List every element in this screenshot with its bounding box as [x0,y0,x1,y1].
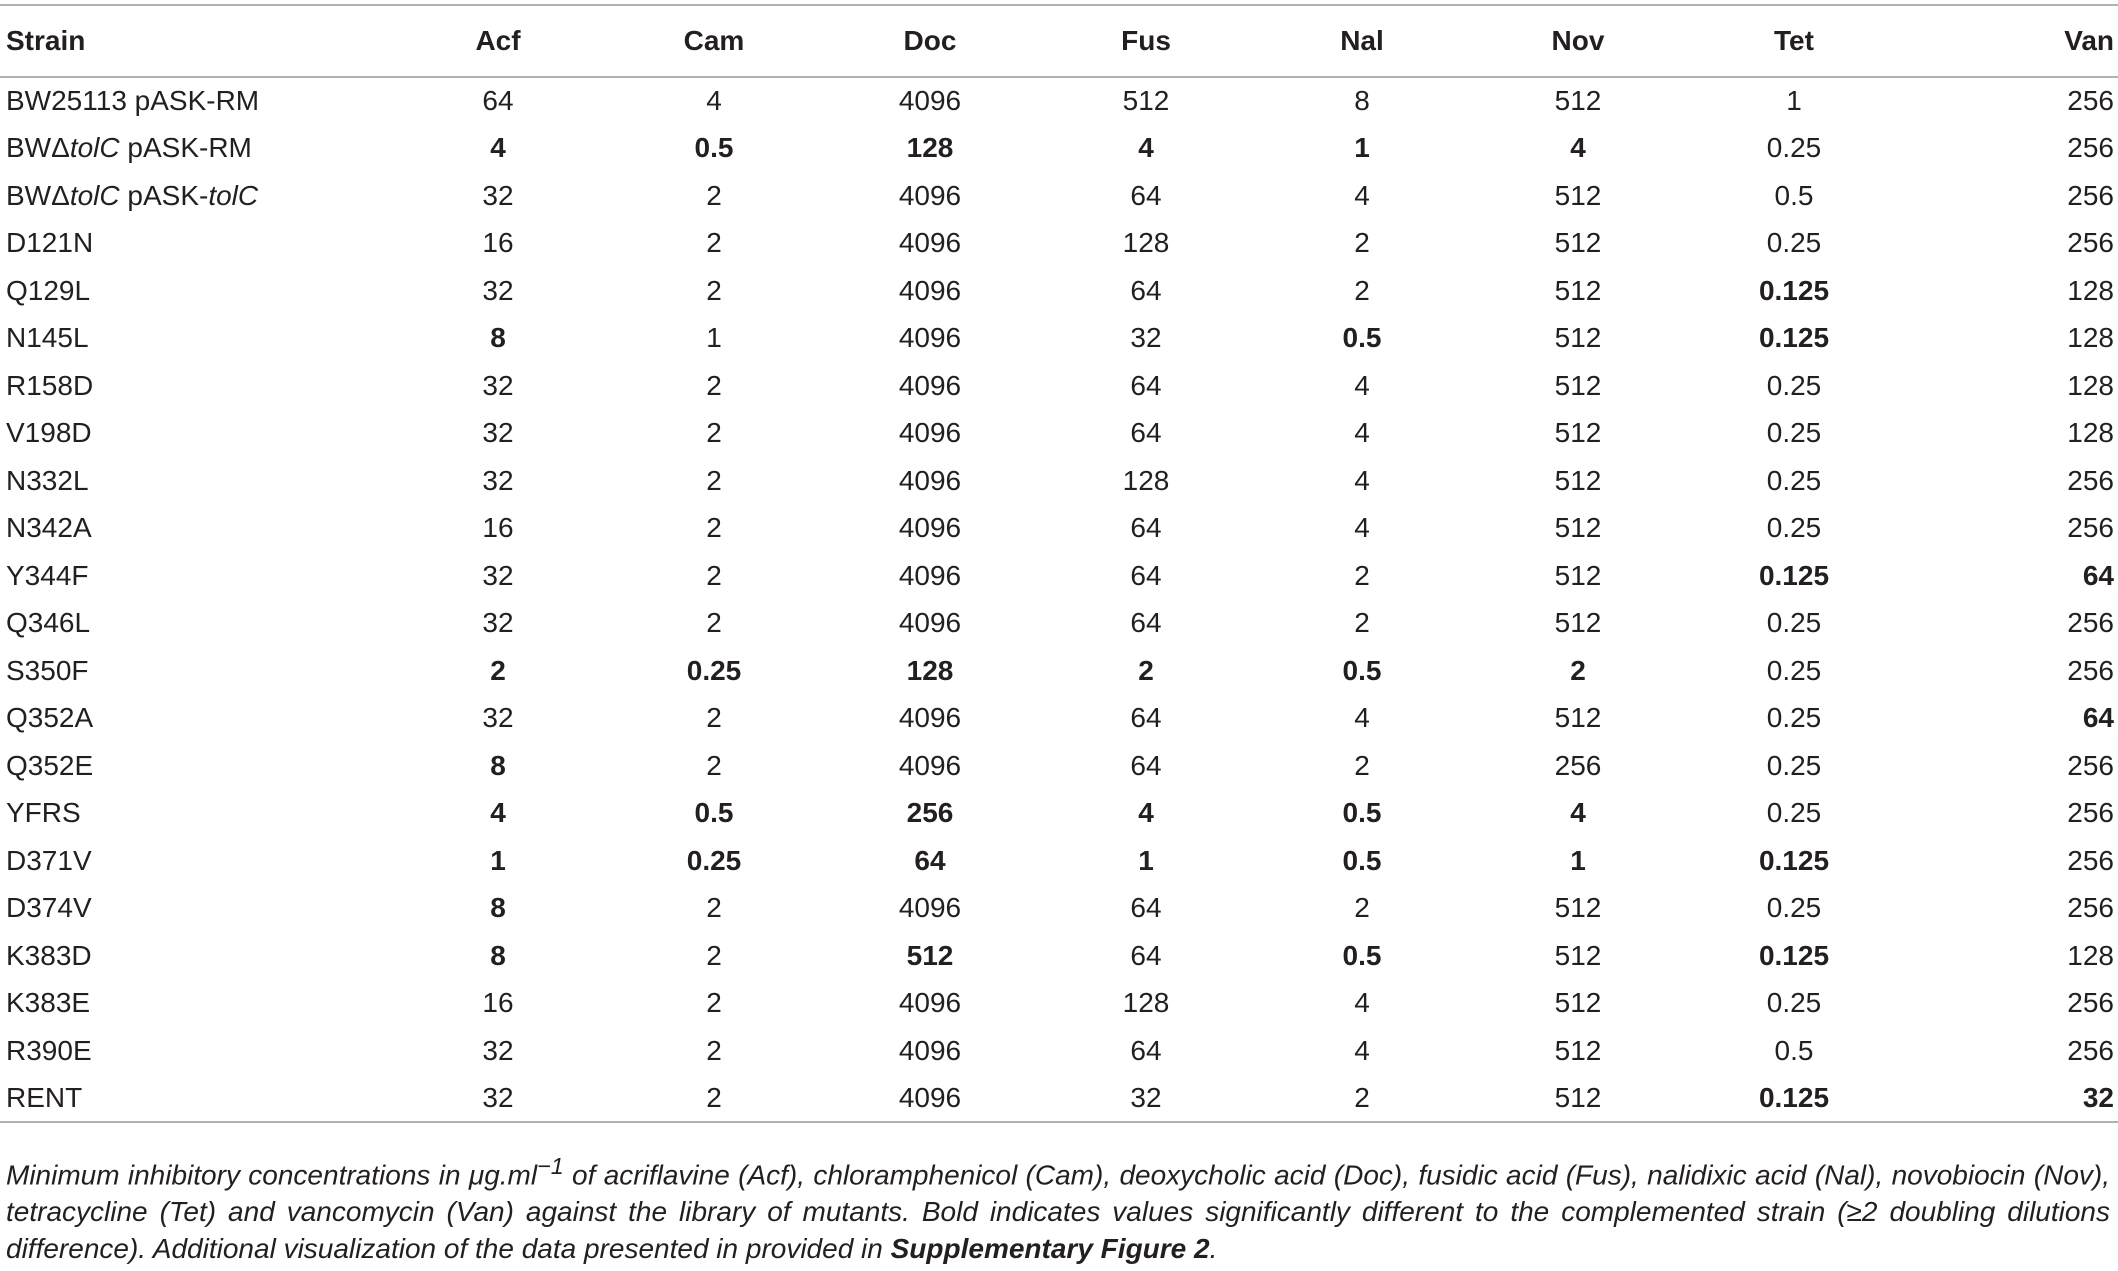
mic-cell-nal: 2 [1254,1075,1470,1123]
header-van: Van [1902,5,2118,77]
mic-cell-tet: 0.25 [1766,702,1822,734]
header-nov: Nov [1470,5,1686,77]
mic-cell-nov: 512 [1554,702,1602,734]
mic-cell-tet: 0.25 [1766,654,1822,686]
mic-cell-tet: 0.25 [1766,132,1822,164]
strain-cell: D371V [6,844,92,876]
mic-cell-van: 256 [2067,797,2114,829]
mic-cell-nal: 2 [1354,892,1370,924]
table-row [0,315,2118,363]
mic-cell-doc: 4096 [898,987,962,1019]
caption-mu: μ [468,1159,485,1191]
mic-cell-van: 256 [2067,132,2114,164]
mic-cell-tet: 0.5 [1774,179,1814,211]
mic-cell-fus: 128 [1122,227,1170,259]
mic-cell-tet: 0.25 [1766,512,1822,544]
strain-cell: Y344F [6,559,89,591]
header-acf: Acf [390,5,606,77]
mic-cell-nal: 8 [1354,85,1370,117]
mic-cell-doc: 512 [906,939,954,971]
table-header-row [0,5,2118,77]
strain-cell [0,172,390,220]
mic-cell-acf: 16 [482,987,514,1019]
mic-cell-tet: 0.25 [1766,464,1822,496]
mic-cell-nov: 4 [1570,132,1586,164]
table-row [0,790,2118,838]
mic-cell-van: 256 [2067,179,2114,211]
mic-cell-fus: 64 [1130,1034,1162,1066]
mic-cell-doc: 4096 [898,274,962,306]
mic-cell-cam: 0.5 [694,797,734,829]
mic-cell-van: 256 [2067,987,2114,1019]
mic-cell-van: 128 [2067,369,2114,401]
strain-cell: K383D [6,939,92,971]
mic-cell-doc: 4096 [898,369,962,401]
mic-cell-acf: 32 [482,274,514,306]
table-row [0,552,2118,600]
mic-cell-cam: 2 [706,1034,722,1066]
table-row [0,980,2118,1028]
mic-cell-nal: 2 [1354,607,1370,639]
mic-cell-nal: 4 [1354,987,1370,1019]
mic-cell-doc: 4096 [898,559,962,591]
table-row [0,837,2118,885]
gene-name: tolC [208,179,259,211]
mic-cell-doc: 4096 [822,1075,1038,1123]
mic-cell-fus: 128 [1122,987,1170,1019]
table-body [0,77,2118,1122]
mic-cell-cam: 2 [706,179,722,211]
mic-cell-nov: 512 [1554,369,1602,401]
mic-cell-acf: 32 [482,607,514,639]
mic-cell-nal: 2 [1354,274,1370,306]
mic-cell-tet: 1 [1786,85,1802,117]
strain-cell: R390E [6,1034,92,1066]
mic-cell-fus: 32 [1038,1075,1254,1123]
mic-cell-nov: 1 [1570,844,1586,876]
strain-cell: YFRS [6,797,81,829]
table-row [0,1075,2118,1123]
table-row [0,125,2118,173]
strain-cell: V198D [6,417,92,449]
mic-cell-tet: 0.125 [1758,559,1830,591]
mic-cell-doc: 4096 [898,322,962,354]
mic-cell-cam: 2 [706,369,722,401]
mic-cell-nov: 512 [1554,274,1602,306]
table-row [0,267,2118,315]
mic-cell-fus: 64 [1130,892,1162,924]
mic-cell-nal: 0.5 [1342,844,1382,876]
mic-cell-van: 32 [1902,1075,2118,1123]
mic-cell-acf: 32 [482,1034,514,1066]
mic-cell-nov: 512 [1554,179,1602,211]
table-row [0,410,2118,458]
mic-cell-tet: 0.25 [1766,227,1822,259]
mic-cell-cam: 0.5 [694,132,734,164]
mic-cell-nov: 512 [1554,322,1602,354]
mic-cell-nov: 512 [1554,939,1602,971]
mic-cell-fus: 64 [1130,702,1162,734]
mic-cell-fus: 128 [1122,464,1170,496]
gene-name: tolC [69,179,120,211]
table-row [0,742,2118,790]
mic-cell-nov: 512 [1554,987,1602,1019]
strain-cell: N145L [6,322,89,354]
mic-cell-nov: 4 [1570,797,1586,829]
mic-cell-nov: 512 [1554,85,1602,117]
mic-cell-acf: 1 [490,844,506,876]
mic-cell-cam: 2 [706,417,722,449]
header-nal: Nal [1254,5,1470,77]
mic-cell-doc: 256 [906,797,954,829]
table-row [0,885,2118,933]
strain-cell: R158D [6,369,94,401]
mic-cell-doc: 128 [906,654,954,686]
mic-cell-nal: 4 [1354,702,1370,734]
mic-cell-nal: 4 [1354,464,1370,496]
supplementary-figure-link[interactable]: Supplementary Figure 2 [890,1233,1210,1265]
caption-text-1: Minimum inhibitory concentrations in [6,1159,469,1191]
mic-cell-doc: 4096 [898,702,962,734]
strain-cell: Q352E [6,749,94,781]
mic-cell-van: 256 [2067,654,2114,686]
mic-cell-doc: 4096 [898,892,962,924]
mic-cell-cam: 2 [606,1075,822,1123]
mic-cell-cam: 2 [706,512,722,544]
table-row [0,172,2118,220]
mic-cell-fus: 64 [1130,369,1162,401]
mic-cell-tet: 0.25 [1766,369,1822,401]
mic-cell-tet: 0.125 [1686,1075,1902,1123]
mic-cell-cam: 2 [706,702,722,734]
table-row [0,932,2118,980]
mic-cell-cam: 2 [706,892,722,924]
table-caption [6,1148,2110,1267]
mic-cell-acf: 32 [482,559,514,591]
mic-cell-doc: 4096 [898,227,962,259]
caption-text-2: of acriflavine (Acf), chloramphenicol (Cam), deoxycholic acid (Doc), fusidic acid (Fus), nalidixic acid (Nal), novobiocin (Nov), tetracycline (Tet) and vancomycin (Van) against the library of mutants. Bold indicates values significantly different to the complemented strain (≥2 doubling dilutions difference). Additional visualization of the data presented in provided in [6,1159,2110,1265]
mic-cell-doc: 128 [906,132,954,164]
table-row [0,505,2118,553]
mic-cell-tet: 0.125 [1758,322,1830,354]
mic-cell-acf: 32 [482,179,514,211]
mic-cell-cam: 2 [706,559,722,591]
strain-cell: RENT [0,1075,390,1123]
mic-cell-cam: 2 [706,939,722,971]
mic-cell-doc: 4096 [898,85,962,117]
table-row [0,457,2118,505]
mic-cell-van: 256 [2067,464,2114,496]
mic-cell-doc: 4096 [898,179,962,211]
mic-cell-cam: 2 [706,987,722,1019]
gene-name: tolC [69,132,120,164]
mic-cell-nov: 512 [1554,607,1602,639]
mic-table [0,4,2118,1123]
mic-cell-acf: 8 [490,749,506,781]
mic-cell-nov: 512 [1554,417,1602,449]
strain-cell: N342A [6,512,92,544]
mic-cell-acf: 32 [482,369,514,401]
mic-cell-tet: 0.125 [1758,274,1830,306]
mic-cell-doc: 4096 [898,749,962,781]
mic-cell-van: 64 [2082,702,2114,734]
mic-cell-tet: 0.125 [1758,844,1830,876]
header-cam: Cam [606,5,822,77]
mic-cell-nov: 512 [1554,464,1602,496]
mic-cell-cam: 2 [706,607,722,639]
strain-cell: D374V [6,892,92,924]
strain-cell: D121N [6,227,94,259]
strain-cell: K383E [6,987,91,1019]
strain-cell: BW25113 pASK-RM [6,85,260,117]
mic-cell-fus: 512 [1122,85,1170,117]
mic-cell-nov: 256 [1554,749,1602,781]
mic-cell-acf: 32 [482,464,514,496]
table-row [0,220,2118,268]
table-row [0,647,2118,695]
mic-cell-tet: 0.25 [1766,797,1822,829]
mic-cell-fus: 64 [1130,559,1162,591]
mic-cell-fus: 1 [1138,844,1154,876]
mic-cell-van: 128 [2067,274,2114,306]
mic-cell-acf: 16 [482,227,514,259]
mic-cell-cam: 2 [706,227,722,259]
mic-cell-acf: 2 [490,654,506,686]
mic-cell-van: 256 [2067,892,2114,924]
header-strain: Strain [0,5,390,77]
mic-cell-van: 128 [2067,939,2114,971]
table-row [0,600,2118,648]
caption-end: . [1209,1233,1218,1265]
mic-cell-fus: 4 [1138,132,1154,164]
mic-cell-nal: 0.5 [1342,654,1382,686]
mic-cell-acf: 16 [482,512,514,544]
mic-cell-fus: 64 [1130,939,1162,971]
mic-cell-tet: 0.25 [1766,417,1822,449]
mic-cell-acf: 4 [490,132,506,164]
mic-cell-acf: 8 [490,322,506,354]
mic-cell-acf: 4 [490,797,506,829]
mic-cell-van: 256 [2067,607,2114,639]
mic-cell-acf: 32 [390,1075,606,1123]
mic-cell-cam: 0.25 [686,654,742,686]
mic-cell-nal: 2 [1354,749,1370,781]
mic-cell-cam: 2 [706,749,722,781]
mic-cell-nov: 512 [1554,559,1602,591]
mic-cell-tet: 0.25 [1766,607,1822,639]
strain-cell: Q352A [6,702,94,734]
mic-cell-nov: 512 [1470,1075,1686,1123]
header-doc: Doc [822,5,1038,77]
mic-cell-nal: 2 [1354,559,1370,591]
strain-cell: S350F [6,654,89,686]
mic-cell-nal: 0.5 [1342,797,1382,829]
mic-cell-van: 256 [2067,512,2114,544]
strain-cell [0,125,390,173]
mic-cell-nal: 4 [1354,369,1370,401]
mic-cell-fus: 32 [1130,322,1162,354]
mic-cell-cam: 2 [706,274,722,306]
mic-cell-doc: 64 [914,844,946,876]
mic-cell-tet: 0.125 [1758,939,1830,971]
mic-cell-fus: 64 [1130,607,1162,639]
header-tet: Tet [1686,5,1902,77]
mic-cell-acf: 32 [482,702,514,734]
strain-cell: Q129L [6,274,91,306]
mic-cell-cam: 0.25 [686,844,742,876]
mic-cell-tet: 0.25 [1766,987,1822,1019]
mic-cell-van: 64 [2082,559,2114,591]
mic-cell-van: 256 [2067,85,2114,117]
mic-cell-fus: 64 [1130,512,1162,544]
mic-cell-nal: 4 [1354,1034,1370,1066]
mic-cell-nal: 2 [1354,227,1370,259]
mic-cell-tet: 0.25 [1766,892,1822,924]
mic-cell-cam: 1 [706,322,722,354]
mic-cell-nal: 4 [1354,512,1370,544]
mic-cell-nal: 4 [1354,179,1370,211]
strain-cell: N332L [6,464,89,496]
mic-cell-fus: 64 [1130,417,1162,449]
mic-cell-fus: 2 [1138,654,1154,686]
mic-cell-van: 256 [2067,227,2114,259]
mic-cell-van: 128 [2067,417,2114,449]
caption-exponent: −1 [537,1153,564,1179]
mic-cell-nov: 512 [1554,512,1602,544]
strain-text: BWΔ [6,179,70,211]
mic-cell-fus: 4 [1138,797,1154,829]
strain-cell: Q346L [6,607,91,639]
mic-cell-doc: 4096 [898,607,962,639]
mic-cell-van: 128 [2067,322,2114,354]
mic-cell-fus: 64 [1130,274,1162,306]
header-fus: Fus [1038,5,1254,77]
mic-cell-acf: 8 [490,939,506,971]
mic-cell-van: 256 [2067,749,2114,781]
mic-cell-fus: 64 [1130,179,1162,211]
mic-cell-nal: 1 [1354,132,1370,164]
mic-cell-acf: 8 [490,892,506,924]
strain-text: BWΔ [6,132,70,164]
table-row [0,1027,2118,1075]
mic-cell-tet: 0.5 [1774,1034,1814,1066]
mic-cell-doc: 4096 [898,417,962,449]
mic-cell-nov: 512 [1554,1034,1602,1066]
mic-cell-nal: 0.5 [1342,939,1382,971]
mic-cell-cam: 2 [706,464,722,496]
mic-cell-tet: 0.25 [1766,749,1822,781]
mic-cell-cam: 4 [706,85,722,117]
mic-cell-nov: 512 [1554,892,1602,924]
mic-cell-doc: 4096 [898,1034,962,1066]
strain-text: pASK- [119,179,209,211]
mic-cell-nov: 2 [1570,654,1586,686]
mic-cell-van: 256 [2067,1034,2114,1066]
caption-unit: g.ml [484,1159,538,1191]
mic-cell-nal: 4 [1354,417,1370,449]
strain-text: pASK-RM [119,132,252,164]
mic-cell-acf: 32 [482,417,514,449]
mic-cell-nal: 0.5 [1342,322,1382,354]
mic-cell-van: 256 [2067,844,2114,876]
mic-cell-acf: 64 [482,85,514,117]
table-row [0,362,2118,410]
mic-cell-fus: 64 [1130,749,1162,781]
mic-cell-nov: 512 [1554,227,1602,259]
mic-cell-doc: 4096 [898,464,962,496]
table-row [0,695,2118,743]
mic-cell-doc: 4096 [898,512,962,544]
table-row [0,77,2118,125]
